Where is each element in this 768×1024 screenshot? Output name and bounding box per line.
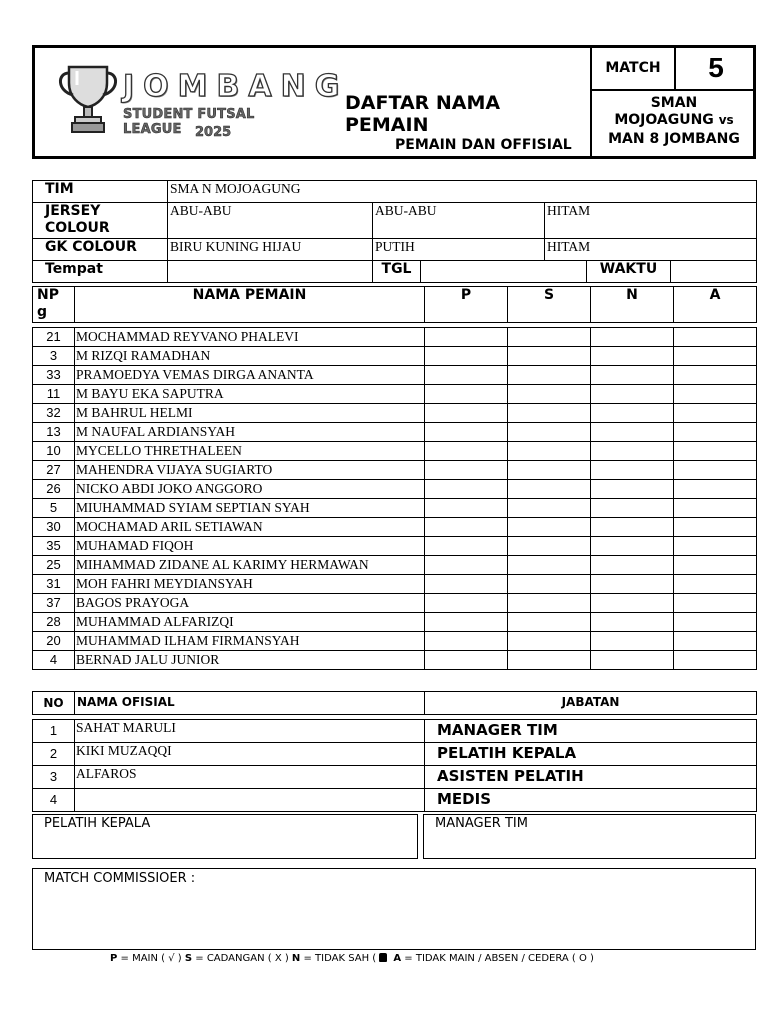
waktu-value[interactable] xyxy=(671,261,757,283)
player-s-cell[interactable] xyxy=(508,328,591,347)
player-number: 35 xyxy=(33,537,75,556)
jersey-value-3[interactable]: HITAM xyxy=(545,203,757,239)
player-name[interactable]: MUHAMMAD ALFARIZQI xyxy=(75,613,425,632)
player-name[interactable]: M BAHRUL HELMI xyxy=(75,404,425,423)
player-row xyxy=(33,366,757,385)
col-header-name: NAMA PEMAIN xyxy=(75,287,425,323)
player-p-cell[interactable] xyxy=(425,575,508,594)
player-p-cell[interactable] xyxy=(425,366,508,385)
player-row xyxy=(33,442,757,461)
player-name[interactable]: MYCELLO THRETHALEEN xyxy=(75,442,425,461)
official-row xyxy=(33,789,757,812)
commissioner-label: MATCH COMMISSIOER : xyxy=(44,871,196,886)
official-row xyxy=(33,720,757,743)
player-n-cell[interactable] xyxy=(591,404,674,423)
player-row xyxy=(33,632,757,651)
official-number: 2 xyxy=(33,743,75,766)
player-a-cell[interactable] xyxy=(674,499,757,518)
official-role: MEDIS xyxy=(425,789,757,812)
player-name[interactable]: PRAMOEDYA VEMAS DIRGA ANANTA xyxy=(75,366,425,385)
player-a-cell[interactable] xyxy=(674,461,757,480)
player-name[interactable]: MOCHAMMAD REYVANO PHALEVI xyxy=(75,328,425,347)
player-n-cell[interactable] xyxy=(591,480,674,499)
official-row xyxy=(33,743,757,766)
player-row xyxy=(33,594,757,613)
official-number: 3 xyxy=(33,766,75,789)
official-name[interactable]: KIKI MUZAQQI xyxy=(75,743,425,766)
player-number: 10 xyxy=(33,442,75,461)
signature-manager-box[interactable] xyxy=(423,814,756,859)
player-name[interactable]: MUHAMAD FIQOH xyxy=(75,537,425,556)
player-number: 28 xyxy=(33,613,75,632)
match-number-cell xyxy=(674,48,756,91)
teams-cell xyxy=(590,91,756,156)
player-number: 26 xyxy=(33,480,75,499)
gk-label: GK COLOUR xyxy=(33,239,168,261)
legend-p-text: = MAIN ( √ ) xyxy=(117,953,185,964)
player-n-cell[interactable] xyxy=(591,556,674,575)
document-subtitle: PEMAIN DAN OFFISIAL xyxy=(395,137,572,153)
player-a-cell[interactable] xyxy=(674,404,757,423)
col-header-p: P xyxy=(425,287,508,323)
player-s-cell[interactable] xyxy=(508,518,591,537)
players-table xyxy=(32,327,757,670)
player-number: 37 xyxy=(33,594,75,613)
player-p-cell[interactable] xyxy=(425,518,508,537)
official-number: 4 xyxy=(33,789,75,812)
document-title: DAFTAR NAMA PEMAIN xyxy=(345,92,501,136)
player-name[interactable]: MIHAMMAD ZIDANE AL KARIMY HERMAWAN xyxy=(75,556,425,575)
player-a-cell[interactable] xyxy=(674,518,757,537)
official-role: ASISTEN PELATIH xyxy=(425,766,757,789)
official-role: MANAGER TIM xyxy=(425,720,757,743)
officials-col-role: JABATAN xyxy=(425,692,757,715)
tgl-value[interactable] xyxy=(421,261,587,283)
player-p-cell[interactable] xyxy=(425,461,508,480)
legend-n-text: = TIDAK SAH ( xyxy=(300,953,380,964)
player-p-cell[interactable] xyxy=(425,423,508,442)
player-a-cell[interactable] xyxy=(674,366,757,385)
logo-subtitle: STUDENT FUTSAL LEAGUE xyxy=(123,107,255,137)
player-number: 20 xyxy=(33,632,75,651)
player-number: 3 xyxy=(33,347,75,366)
player-number: 32 xyxy=(33,404,75,423)
player-number: 27 xyxy=(33,461,75,480)
player-row xyxy=(33,537,757,556)
gk-value-3[interactable]: HITAM xyxy=(545,239,757,261)
player-a-cell[interactable] xyxy=(674,480,757,499)
players-header-table xyxy=(32,286,757,323)
official-name[interactable]: ALFAROS xyxy=(75,766,425,789)
player-row xyxy=(33,499,757,518)
player-a-cell[interactable] xyxy=(674,537,757,556)
tim-value[interactable]: SMA N MOJOAGUNG xyxy=(168,181,757,203)
officials-header-table xyxy=(32,691,757,715)
player-row xyxy=(33,480,757,499)
match-label: MATCH xyxy=(605,60,661,76)
player-name[interactable]: MOH FAHRI MEYDIANSYAH xyxy=(75,575,425,594)
player-n-cell[interactable] xyxy=(591,442,674,461)
legend-a-key: A xyxy=(393,953,402,964)
player-p-cell[interactable] xyxy=(425,480,508,499)
player-name[interactable]: NICKO ABDI JOKO ANGGORO xyxy=(75,480,425,499)
player-s-cell[interactable] xyxy=(508,613,591,632)
player-row xyxy=(33,461,757,480)
officials-table xyxy=(32,719,757,812)
player-s-cell[interactable] xyxy=(508,404,591,423)
player-number: 21 xyxy=(33,328,75,347)
official-row xyxy=(33,766,757,789)
player-p-cell[interactable] xyxy=(425,328,508,347)
legend xyxy=(110,953,594,964)
player-row xyxy=(33,556,757,575)
player-a-cell[interactable] xyxy=(674,423,757,442)
player-a-cell[interactable] xyxy=(674,632,757,651)
officials-col-name: NAMA OFISIAL xyxy=(75,692,425,715)
player-row xyxy=(33,385,757,404)
player-a-cell[interactable] xyxy=(674,613,757,632)
player-n-cell[interactable] xyxy=(591,385,674,404)
tempat-label: Tempat xyxy=(33,261,168,283)
tgl-label: TGL xyxy=(373,261,421,283)
official-role: PELATIH KEPALA xyxy=(425,743,757,766)
player-p-cell[interactable] xyxy=(425,556,508,575)
official-number: 1 xyxy=(33,720,75,743)
logo-year: 2025 xyxy=(195,125,232,140)
player-n-cell[interactable] xyxy=(591,594,674,613)
signature-manager-label: MANAGER TIM xyxy=(435,816,528,831)
col-header-a: A xyxy=(674,287,757,323)
player-a-cell[interactable] xyxy=(674,651,757,670)
player-n-cell[interactable] xyxy=(591,518,674,537)
col-header-n: N xyxy=(591,287,674,323)
player-p-cell[interactable] xyxy=(425,632,508,651)
player-p-cell[interactable] xyxy=(425,613,508,632)
jersey-value-1[interactable]: ABU-ABU xyxy=(168,203,373,239)
player-name[interactable]: MUHAMMAD ILHAM FIRMANSYAH xyxy=(75,632,425,651)
player-a-cell[interactable] xyxy=(674,328,757,347)
player-a-cell[interactable] xyxy=(674,594,757,613)
legend-a-text: = TIDAK MAIN / ABSEN / CEDERA ( O ) xyxy=(401,953,594,964)
player-a-cell[interactable] xyxy=(674,385,757,404)
header-box xyxy=(32,45,756,159)
player-p-cell[interactable] xyxy=(425,442,508,461)
team-away: MAN 8 JOMBANG xyxy=(608,131,740,147)
player-p-cell[interactable] xyxy=(425,651,508,670)
trophy-icon xyxy=(55,63,121,135)
player-number: 31 xyxy=(33,575,75,594)
player-row xyxy=(33,328,757,347)
tim-label: TIM xyxy=(33,181,168,203)
player-n-cell[interactable] xyxy=(591,632,674,651)
player-s-cell[interactable] xyxy=(508,366,591,385)
player-s-cell[interactable] xyxy=(508,651,591,670)
player-s-cell[interactable] xyxy=(508,499,591,518)
player-n-cell[interactable] xyxy=(591,328,674,347)
gk-value-1[interactable]: BIRU KUNING HIJAU xyxy=(168,239,373,261)
player-s-cell[interactable] xyxy=(508,461,591,480)
player-s-cell[interactable] xyxy=(508,385,591,404)
player-n-cell[interactable] xyxy=(591,651,674,670)
player-name[interactable]: M NAUFAL ARDIANSYAH xyxy=(75,423,425,442)
player-name[interactable]: BERNAD JALU JUNIOR xyxy=(75,651,425,670)
player-row xyxy=(33,518,757,537)
player-row xyxy=(33,423,757,442)
col-header-s: S xyxy=(508,287,591,323)
waktu-label: WAKTU xyxy=(587,261,671,283)
player-p-cell[interactable] xyxy=(425,594,508,613)
player-number: 5 xyxy=(33,499,75,518)
player-p-cell[interactable] xyxy=(425,499,508,518)
player-row xyxy=(33,651,757,670)
team-home-line2: MOJOAGUNG xyxy=(614,112,714,128)
player-number: 4 xyxy=(33,651,75,670)
player-name[interactable]: BAGOS PRAYOGA xyxy=(75,594,425,613)
player-p-cell[interactable] xyxy=(425,537,508,556)
player-s-cell[interactable] xyxy=(508,480,591,499)
gk-value-2[interactable]: PUTIH xyxy=(373,239,545,261)
league-logo xyxy=(55,63,349,143)
player-name[interactable]: MIUHAMMAD SYIAM SEPTIAN SYAH xyxy=(75,499,425,518)
player-a-cell[interactable] xyxy=(674,575,757,594)
team-home-line1: SMAN xyxy=(650,95,698,111)
player-n-cell[interactable] xyxy=(591,366,674,385)
match-number: 5 xyxy=(708,52,724,83)
player-row xyxy=(33,575,757,594)
col-header-np: NP g xyxy=(33,287,75,323)
legend-s-key: S xyxy=(184,953,193,964)
player-s-cell[interactable] xyxy=(508,442,591,461)
player-name[interactable]: M RIZQI RAMADHAN xyxy=(75,347,425,366)
player-n-cell[interactable] xyxy=(591,575,674,594)
official-name[interactable]: SAHAT MARULI xyxy=(75,720,425,743)
player-p-cell[interactable] xyxy=(425,347,508,366)
player-number: 30 xyxy=(33,518,75,537)
player-a-cell[interactable] xyxy=(674,442,757,461)
team-info-table xyxy=(32,180,757,283)
player-p-cell[interactable] xyxy=(425,385,508,404)
player-row xyxy=(33,404,757,423)
match-label-cell xyxy=(590,48,674,91)
vs-label: vs xyxy=(718,113,734,127)
player-s-cell[interactable] xyxy=(508,594,591,613)
player-s-cell[interactable] xyxy=(508,556,591,575)
player-n-cell[interactable] xyxy=(591,499,674,518)
player-n-cell[interactable] xyxy=(591,537,674,556)
player-s-cell[interactable] xyxy=(508,347,591,366)
player-a-cell[interactable] xyxy=(674,556,757,575)
legend-p-key: P xyxy=(110,953,118,964)
player-n-cell[interactable] xyxy=(591,347,674,366)
tempat-value[interactable] xyxy=(168,261,373,283)
player-number: 13 xyxy=(33,423,75,442)
jersey-value-2[interactable]: ABU-ABU xyxy=(373,203,545,239)
player-s-cell[interactable] xyxy=(508,423,591,442)
legend-n-key: N xyxy=(291,953,301,964)
player-name[interactable]: MAHENDRA VIJAYA SUGIARTO xyxy=(75,461,425,480)
player-number: 25 xyxy=(33,556,75,575)
player-name[interactable]: M BAYU EKA SAPUTRA xyxy=(75,385,425,404)
player-number: 11 xyxy=(33,385,75,404)
player-row xyxy=(33,613,757,632)
player-name[interactable]: MOCHAMAD ARIL SETIAWAN xyxy=(75,518,425,537)
signature-coach-label: PELATIH KEPALA xyxy=(44,816,151,831)
commissioner-box[interactable] xyxy=(32,868,756,950)
jersey-label: JERSEY COLOUR xyxy=(33,203,168,239)
player-row xyxy=(33,347,757,366)
player-n-cell[interactable] xyxy=(591,423,674,442)
player-n-cell[interactable] xyxy=(591,461,674,480)
player-a-cell[interactable] xyxy=(674,347,757,366)
hand-icon xyxy=(379,953,387,962)
player-s-cell[interactable] xyxy=(508,632,591,651)
player-number: 33 xyxy=(33,366,75,385)
signature-coach-box[interactable] xyxy=(32,814,418,859)
officials-col-no: NO xyxy=(33,692,75,715)
player-s-cell[interactable] xyxy=(508,575,591,594)
player-s-cell[interactable] xyxy=(508,537,591,556)
logo-title: JOMBANG xyxy=(123,69,349,104)
player-p-cell[interactable] xyxy=(425,404,508,423)
legend-s-text: = CADANGAN ( X ) xyxy=(192,953,292,964)
official-name[interactable] xyxy=(75,789,425,812)
player-n-cell[interactable] xyxy=(591,613,674,632)
